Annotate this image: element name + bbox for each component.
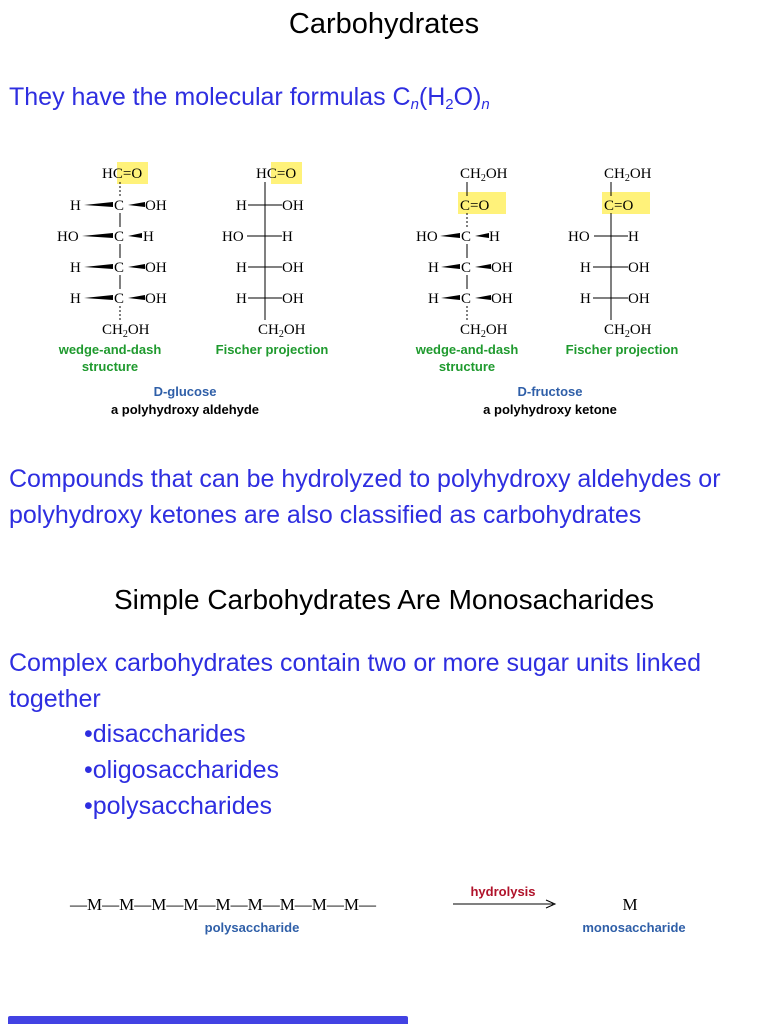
svg-text:CH2OH: $CH_2OH$	[604, 166, 652, 184]
svg-text:H: H	[628, 229, 639, 245]
svg-text:H: H	[236, 260, 247, 276]
svg-text:CH2OH: $CH_2OH$	[102, 322, 150, 340]
formula-h: (H	[418, 83, 446, 111]
svg-text:H: H	[428, 260, 439, 276]
glucose-wedge-dash	[57, 166, 167, 340]
svg-text:H: H	[580, 260, 591, 276]
polysaccharide-chain: —M—M—M—M—M—M—M—M—M—	[70, 895, 377, 914]
svg-text:CH2OH: $CH_2OH$	[258, 322, 306, 340]
bullet-item: •oligosaccharides	[84, 756, 279, 784]
glucose-fischer	[222, 166, 306, 340]
structures-figure	[0, 150, 768, 430]
bullet-item: •disaccharides	[84, 720, 246, 748]
paragraph-complex: Complex carbohydrates contain two or more sugar units linked together	[9, 649, 702, 713]
fructose-name: D-fructose	[517, 384, 583, 399]
svg-text:H: H	[580, 291, 591, 307]
svg-text:OH: OH	[628, 291, 650, 307]
section-subtitle: Simple Carbohydrates Are Monosacharides	[113, 584, 655, 615]
subscript-2: 2	[445, 96, 454, 113]
caption-glucose-wedge: wedge-and-dash	[58, 342, 162, 357]
svg-text:H: H	[236, 291, 247, 307]
svg-text:H: H	[489, 229, 500, 245]
svg-text:OH: OH	[145, 260, 167, 276]
hydrolysis-reaction	[0, 875, 768, 945]
svg-text:H: H	[70, 260, 81, 276]
svg-text:H: H	[428, 291, 439, 307]
svg-text:OH: OH	[282, 291, 304, 307]
caption-glucose-wedge-2: structure	[81, 359, 139, 374]
svg-text:OH: OH	[491, 291, 513, 307]
svg-text:C: C	[461, 291, 472, 307]
svg-text:H: H	[70, 198, 81, 214]
svg-text:H: H	[236, 198, 247, 214]
svg-text:OH: OH	[491, 260, 513, 276]
svg-text:C: C	[114, 260, 125, 276]
svg-text:HO: HO	[568, 229, 590, 245]
svg-text:C: C	[114, 291, 125, 307]
formula-text: They have the molecular formulas C	[9, 83, 411, 111]
monosaccharide-label: monosaccharide	[582, 920, 686, 935]
formula-o: O)	[453, 83, 482, 111]
formula-line	[9, 79, 490, 123]
svg-text:OH: OH	[145, 291, 167, 307]
fructose-desc: a polyhydroxy ketone	[483, 402, 617, 417]
svg-text:C=O: C=O	[604, 198, 634, 214]
svg-text:H: H	[282, 229, 293, 245]
svg-text:HC=O: HC=O	[256, 166, 297, 182]
svg-text:HO: HO	[57, 229, 79, 245]
svg-text:C: C	[114, 229, 125, 245]
svg-text:C: C	[114, 198, 125, 214]
svg-text:OH: OH	[282, 198, 304, 214]
cutoff-next-line	[8, 1008, 428, 1024]
svg-text:OH: OH	[628, 260, 650, 276]
monosaccharide-symbol: M	[622, 895, 638, 914]
cutoff-text-fragment	[8, 1016, 408, 1024]
svg-text:HO: HO	[416, 229, 438, 245]
svg-text:CH2OH: $CH_2OH$	[460, 322, 508, 340]
svg-text:C=O: C=O	[460, 198, 490, 214]
svg-text:HC=O: HC=O	[102, 166, 143, 182]
svg-text:OH: OH	[282, 260, 304, 276]
svg-text:CH2OH: $CH_2OH$	[604, 322, 652, 340]
caption-fructose-wedge: wedge-and-dash	[415, 342, 519, 357]
glucose-name: D-glucose	[153, 384, 217, 399]
polysaccharide-label: polysaccharide	[204, 920, 300, 935]
svg-text:HO: HO	[222, 229, 244, 245]
caption-fructose-wedge-2: structure	[438, 359, 496, 374]
caption-glucose-fischer: Fischer projection	[215, 342, 329, 357]
svg-text:C: C	[461, 260, 472, 276]
caption-fructose-fischer: Fischer projection	[565, 342, 679, 357]
paragraph-hydrolyzed: Compounds that can be hydrolyzed to polyhydroxy aldehydes or polyhydroxy ketones are also classified as carbohydrates	[9, 465, 721, 529]
subscript-n-2: n	[481, 96, 490, 113]
svg-text:OH: OH	[145, 198, 167, 214]
svg-text:H: H	[143, 229, 154, 245]
bullet-item: •polysaccharides	[84, 792, 273, 820]
glucose-desc: a polyhydroxy aldehyde	[110, 402, 260, 417]
svg-text:CH2OH: $CH_2OH$	[460, 166, 508, 184]
hydrolysis-label: hydrolysis	[470, 884, 536, 899]
svg-text:H: H	[70, 291, 81, 307]
bullet-list	[84, 716, 279, 824]
page-title: Carbohydrates	[288, 8, 480, 40]
svg-text:C: C	[461, 229, 472, 245]
subscript-n: n	[410, 96, 419, 113]
